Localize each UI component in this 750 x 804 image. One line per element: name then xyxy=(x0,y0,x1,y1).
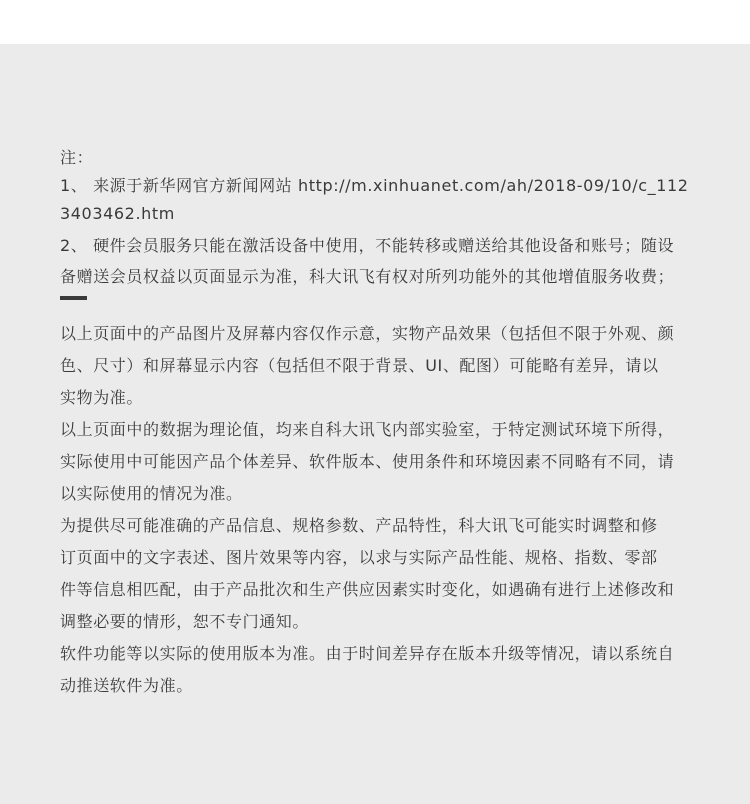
note-item-membership-line-2: 备赠送会员权益以页面显示为准，科大讯飞有权对所列功能外的其他增值服务收费； xyxy=(60,267,675,286)
disclaimer-paragraph-images xyxy=(60,318,705,414)
top-white-band xyxy=(0,0,750,44)
disclaimer-paragraph-adjustments-line-3: 件等信息相匹配，由于产品批次和生产供应因素实时变化，如遇确有进行上述修改和 xyxy=(60,580,675,599)
disclaimer-paragraph-adjustments-line-4: 调整必要的情形，恕不专门通知。 xyxy=(60,612,310,631)
note-item-membership-line-1: 2、 硬件会员服务只能在激活设备中使用，不能转移或赠送给其他设备和账号；随设 xyxy=(60,236,675,255)
disclaimer-paragraph-images-line-2: 色、尺寸）和屏幕显示内容（包括但不限于背景、UI、配图）可能略有差异，请以 xyxy=(60,356,659,375)
disclaimer-paragraph-adjustments-line-1: 为提供尽可能准确的产品信息、规格参数、产品特性，科大讯飞可能实时调整和修 xyxy=(60,516,658,535)
disclaimer-paragraph-data-line-2: 实际使用中可能因产品个体差异、软件版本、使用条件和环境因素不同略有不同，请 xyxy=(60,452,675,471)
disclaimer-paragraph-adjustments-line-2: 订页面中的文字表述、图片效果等内容，以求与实际产品性能、规格、指数、零部 xyxy=(60,548,658,567)
disclaimer-paragraph-adjustments xyxy=(60,510,705,638)
disclaimer-paragraph-data xyxy=(60,414,705,510)
note-item-source xyxy=(60,172,705,228)
disclaimer-paragraph-images-line-1: 以上页面中的产品图片及屏幕内容仅作示意，实物产品效果（包括但不限于外观、颜 xyxy=(60,324,675,343)
disclaimer-paragraph-software xyxy=(60,638,705,702)
disclaimer-paragraph-software-line-2: 动推送软件为准。 xyxy=(60,676,193,695)
disclaimer-paragraph-data-line-3: 以实际使用的情况为准。 xyxy=(60,484,243,503)
notes-content xyxy=(60,144,705,702)
note-item-membership xyxy=(60,230,705,292)
section-divider xyxy=(60,296,87,300)
note-item-source-line-1: 1、 来源于新华网官方新闻网站 http://m.xinhuanet.com/ah/2018-09/10/c_112 xyxy=(60,176,689,195)
disclaimer-paragraph-data-line-1: 以上页面中的数据为理论值，均来自科大讯飞内部实验室，于特定测试环境下所得， xyxy=(60,420,675,439)
disclaimer-paragraph-images-line-3: 实物为准。 xyxy=(60,388,144,407)
notes-heading: 注： xyxy=(60,148,94,167)
note-item-source-line-2: 3403462.htm xyxy=(60,204,175,223)
disclaimer-paragraph-software-line-1: 软件功能等以实际的使用版本为准。由于时间差异存在版本升级等情况，请以系统自 xyxy=(60,644,675,663)
